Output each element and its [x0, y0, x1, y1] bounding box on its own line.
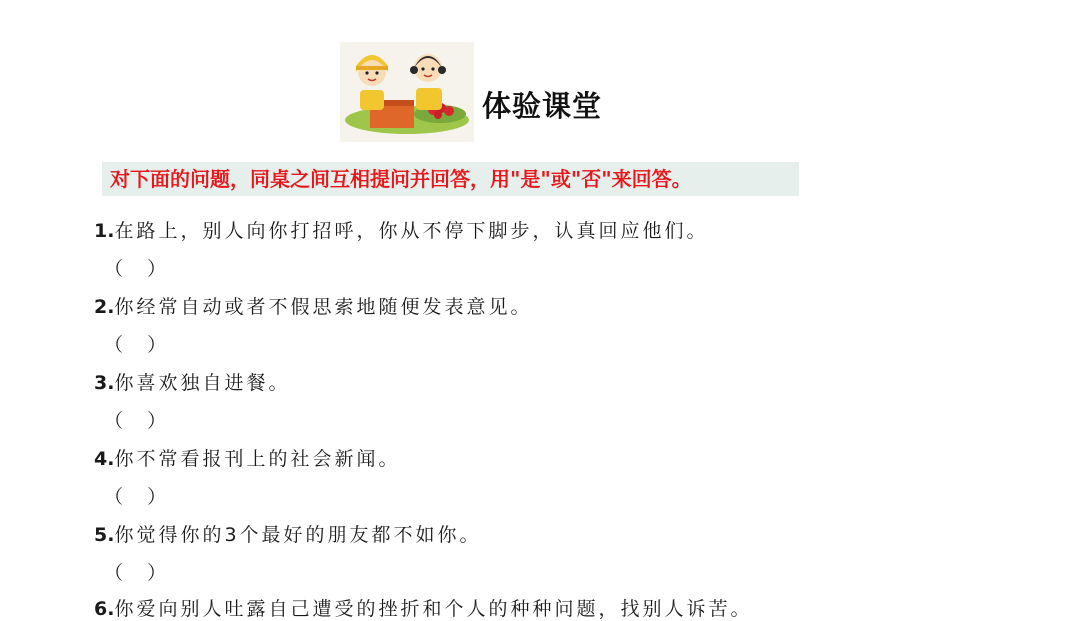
answer-blank-2: （ ） — [104, 334, 167, 356]
question-3: 3.你喜欢独自进餐。 — [94, 372, 291, 394]
answer-blank-5: （ ） — [104, 562, 167, 584]
answer-blank-1: （ ） — [104, 258, 167, 280]
answer-blank-3: （ ） — [104, 410, 167, 432]
children-illustration — [340, 42, 474, 142]
question-1: 1.在路上，别人向你打招呼，你从不停下脚步，认真回应他们。 — [94, 220, 709, 242]
question-5: 5.你觉得你的3个最好的朋友都不如你。 — [94, 524, 482, 546]
instruction-text: 对下面的问题，同桌之间互相提问并回答，用"是"或"否"来回答。 — [110, 167, 692, 191]
answer-blank-4: （ ） — [104, 486, 167, 508]
page-title: 体验课堂 — [482, 89, 603, 123]
question-2: 2.你经常自动或者不假思索地随便发表意见。 — [94, 296, 533, 318]
question-6: 6.你爱向别人吐露自己遭受的挫折和个人的种种问题，找别人诉苦。 — [94, 598, 753, 620]
question-4: 4.你不常看报刊上的社会新闻。 — [94, 448, 401, 470]
